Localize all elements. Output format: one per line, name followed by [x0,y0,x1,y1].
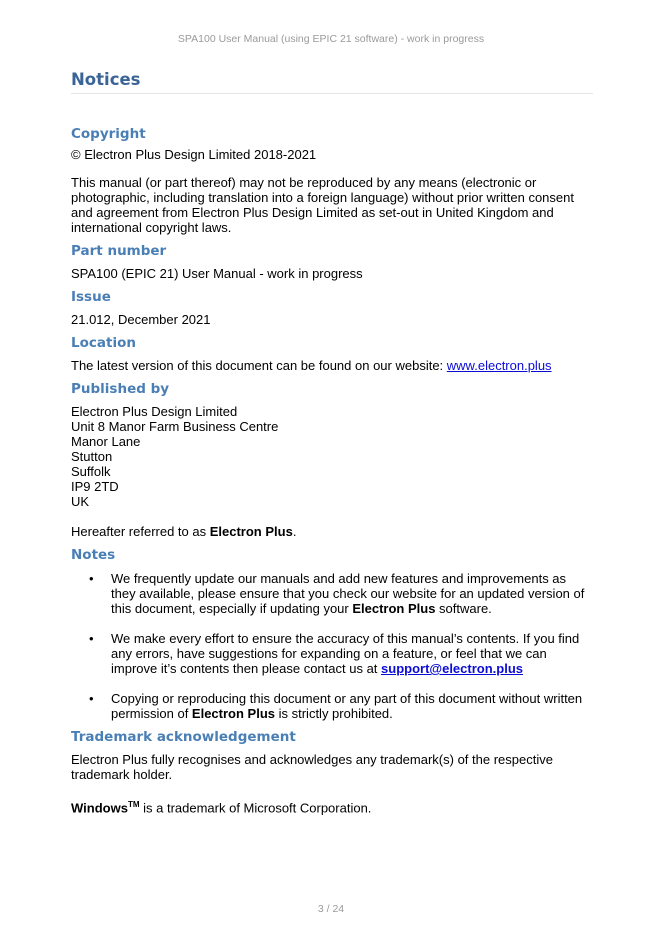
issue-value: 21.012, December 2021 [71,312,211,327]
note-text: We frequently update our manuals and add new features and improvements as they available, please ensure that you check our website for an updated version of this document, especially if updating your [111,571,585,616]
note-suffix: software. [435,601,492,616]
page-header: SPA100 User Manual (using EPIC 21 software) - work in progress [177,33,485,45]
list-item [71,631,593,676]
list-item [71,691,593,721]
list-item [71,571,593,616]
copyright-line: © Electron Plus Design Limited 2018-2021 [71,147,317,162]
part-number-heading: Part number [71,243,167,259]
note-bold: Electron Plus [352,601,436,616]
publisher-address [71,404,593,509]
notes-heading: Notes [71,547,116,563]
page-title: Notices [71,70,593,94]
note-bold: Electron Plus [191,706,275,721]
location-label: The latest version of this document can be found on our website: [71,358,447,373]
note-text: Copying or reproducing this document or any part of this document without written permission of [111,691,583,721]
location-heading: Location [71,335,136,351]
copyright-heading: Copyright [71,126,146,142]
address-line: Electron Plus Design Limited [71,404,238,419]
notes-list [71,571,593,721]
address-line: IP9 2TD [71,479,119,494]
published-by-heading: Published by [71,381,170,397]
support-email-link[interactable]: support@electron.plus [381,661,523,676]
page-number: 3 / 24 [317,903,345,915]
document-body [71,70,593,815]
referred-suffix: . [292,524,297,539]
copyright-body: This manual (or part thereof) may not be reproduced by any means (electronic or photographic, including translation into a foreign language) without prior written consent and agreement from Electron Plus Design Limited as set-out in United Kingdom and international copyright laws. [71,175,574,235]
location-text [71,358,593,373]
tm-mark: TM [127,800,140,809]
trademark-body: Electron Plus fully recognises and acknowledges any trademark(s) of the respective trademark holder. [71,752,553,782]
trademark-heading: Trademark acknowledgement [71,729,296,745]
address-line: Suffolk [71,464,111,479]
address-line: Manor Lane [71,434,141,449]
windows-trademark [71,797,593,815]
referred-to-text [71,524,593,539]
part-number-value: SPA100 (EPIC 21) User Manual - work in progress [71,266,363,281]
note-text: We make every effort to ensure the accuracy of this manual’s contents. If you find any errors, have suggestions for expanding on a feature, or feel that we can improve it’s contents then please contact us at [111,631,580,676]
windows-label: Windows [71,800,128,816]
issue-heading: Issue [71,289,111,305]
website-link[interactable]: www.electron.plus [446,358,552,373]
referred-prefix: Hereafter referred to as [71,524,210,539]
windows-suffix: is a trademark of Microsoft Corporation. [139,800,372,816]
referred-name: Electron Plus [209,524,293,539]
address-line: Unit 8 Manor Farm Business Centre [71,419,279,434]
note-suffix: is strictly prohibited. [275,706,393,721]
address-line: Stutton [71,449,113,464]
address-line: UK [71,494,90,509]
